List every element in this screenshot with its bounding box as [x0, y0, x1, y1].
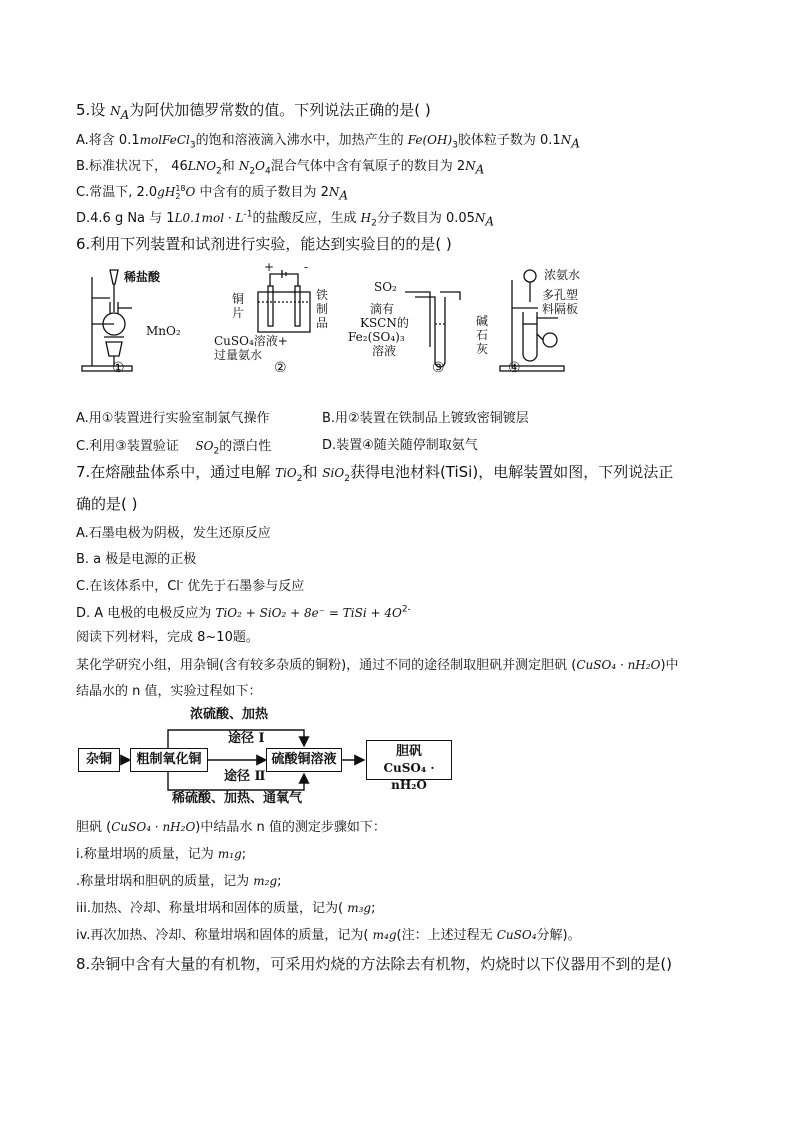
fig2-right-2: 制	[316, 302, 329, 316]
step-2: .称量坩埚和胆矾的质量，记为 m₂g;	[76, 874, 282, 889]
flow-top-condition: 浓硫酸、加热	[190, 707, 269, 722]
q5-option-a: A.将含 0.1molFeCl$_3$的饱和溶液滴入沸水中，加热产生的 $Fe(OH)_3$胶体粒子数为 $0.1N_A$	[76, 133, 580, 151]
fig3-text-1: 滴有	[370, 302, 395, 316]
flow-route-2: 途径 Ⅱ	[224, 769, 266, 784]
fig1-solid: MnO₂	[146, 324, 181, 338]
reading-paragraph-line-1: 某化学研究小组，用杂铜(含有较多杂质的铜粉)，通过不同的途径制取胆矾并测定胆矾 (CuSO₄ · nH₂O)中	[76, 658, 679, 673]
fig2-minus: -	[304, 260, 309, 274]
funnel-1	[110, 270, 118, 284]
q7-stem-line-1: 7.在熔融盐体系中，通过电解 TiO$_2$和 SiO$_2$获得电池材料(TiSi)，电解装置如图，下列说法正	[76, 463, 674, 484]
step-3: iii.加热、冷却、称量坩埚和固体的质量，记为( m₃g;	[76, 901, 376, 916]
tube-4	[523, 312, 537, 361]
q8-stem: 8.杂铜中含有大量的有机物，可采用灼烧的方法除去有机物，灼烧时以下仪器用不到的是()	[76, 955, 673, 973]
fig4-solid-3: 灰	[476, 342, 489, 356]
q7-option-b: B. a 极是电源的正极	[76, 552, 197, 567]
flow-box-blue-vitriol-formula: CuSO₄ · nH₂O	[383, 761, 435, 792]
fig4-plate-1: 多孔塑	[542, 288, 579, 302]
fig2-left-2: 片	[232, 306, 245, 320]
q6-option-c: C.利用③装置验证 $SO_2$的漂白性	[76, 439, 272, 457]
q5-option-b: B.标准状况下， $46LNO_2$和 $N_2O_4$混合气体中含有氧原子的数目为 $2N_A$	[76, 159, 485, 177]
flow-bottom-condition: 稀硫酸、加热、通氧气	[172, 791, 303, 806]
flow-box-copper-sulfate-solution: 硫酸铜溶液	[266, 748, 342, 772]
fig4-number: ④	[508, 360, 521, 376]
flow-box-crude-copper-oxide: 粗制氧化铜	[130, 748, 208, 772]
measurement-intro: 胆矾 (CuSO₄ · nH₂O)中结晶水 n 值的测定步骤如下：	[76, 820, 386, 835]
fig3-text-4: 溶液	[372, 344, 397, 358]
process-flow-diagram	[76, 706, 466, 810]
fig3-number: ③	[432, 360, 445, 376]
fig2-right-3: 品	[316, 316, 329, 330]
fig1-number: ①	[112, 360, 125, 376]
flow-box-blue-vitriol-name: 胆矾	[395, 744, 422, 759]
funnel-4	[524, 270, 536, 282]
flow-box-crude-copper: 杂铜	[78, 748, 120, 772]
q6-option-d: D.装置④随关随停制取氨气	[322, 438, 478, 453]
perforated-plate	[543, 333, 557, 347]
reading-intro: 阅读下列材料，完成 8~10题。	[76, 630, 259, 645]
fig2-left-1: 铜	[232, 292, 245, 306]
q5-option-d: D.4.6 g Na 与 $1L0.1mol \cdot L^{-1}$的盐酸反应，生成 $H_2$分子数目为 $0.05N_A$	[76, 209, 495, 229]
fig2-solution-1: CuSO₄溶液+	[214, 334, 288, 348]
step-1: i.称量坩埚的质量，记为 m₁g;	[76, 847, 247, 862]
q5-stem: 5.设 $N_A$为阿伏加德罗常数的值。下列说法正确的是( )	[76, 101, 431, 122]
q7-option-a: A.石墨电极为阴极，发生还原反应	[76, 526, 271, 541]
fig4-top: 浓氨水	[544, 268, 581, 282]
flow-box-blue-vitriol	[366, 740, 452, 792]
fig3-text-3: Fe₂(SO₄)₃	[348, 330, 405, 344]
fig3-gas: SO₂	[374, 280, 397, 294]
flow-route-1: 途径 Ⅰ	[228, 731, 265, 746]
q5-option-c: C.常温下, 2.0gH 18 2 O 中含有的质子数目为 $2N_A$	[76, 183, 349, 203]
burner-1	[106, 342, 122, 356]
fig3-text-2: KSCN的	[360, 316, 409, 330]
fig4-solid-1: 碱	[476, 314, 489, 328]
beaker-2	[258, 292, 310, 332]
fig2-solution-2: 过量氨水	[214, 348, 263, 362]
fig2-right-1: 铁	[316, 288, 329, 302]
q6-apparatus-figure	[80, 262, 720, 382]
q6-stem: 6.利用下列装置和试剂进行实验，能达到实验目的的是( )	[76, 235, 452, 253]
fig2-plus: +	[264, 260, 275, 274]
q6-option-a: A.用①装置进行实验室制氯气操作	[76, 411, 270, 426]
q7-option-d: D. A 电极的电极反应为 TiO₂ + SiO₂ + 8e⁻ = TiSi + $4O^{2-}$	[76, 604, 411, 621]
reading-paragraph-line-2: 结晶水的 n 值，实验过程如下：	[76, 684, 262, 699]
q7-stem-line-2: 确的是( )	[76, 495, 138, 513]
fig4-plate-2: 料隔板	[542, 302, 579, 316]
fig1-reagent: 稀盐酸	[124, 270, 161, 284]
q6-option-b: B.用②装置在铁制品上镀致密铜镀层	[322, 411, 529, 426]
step-4: iv.再次加热、冷却、称量坩埚和固体的质量，记为( m₄g(注：上述过程无 CuSO₄分解)。	[76, 928, 581, 943]
fig4-solid-2: 石	[476, 328, 489, 342]
q7-option-c: C.在该体系中，Cl- 优先于石墨参与反应	[76, 577, 305, 594]
fig2-number: ②	[274, 360, 287, 376]
